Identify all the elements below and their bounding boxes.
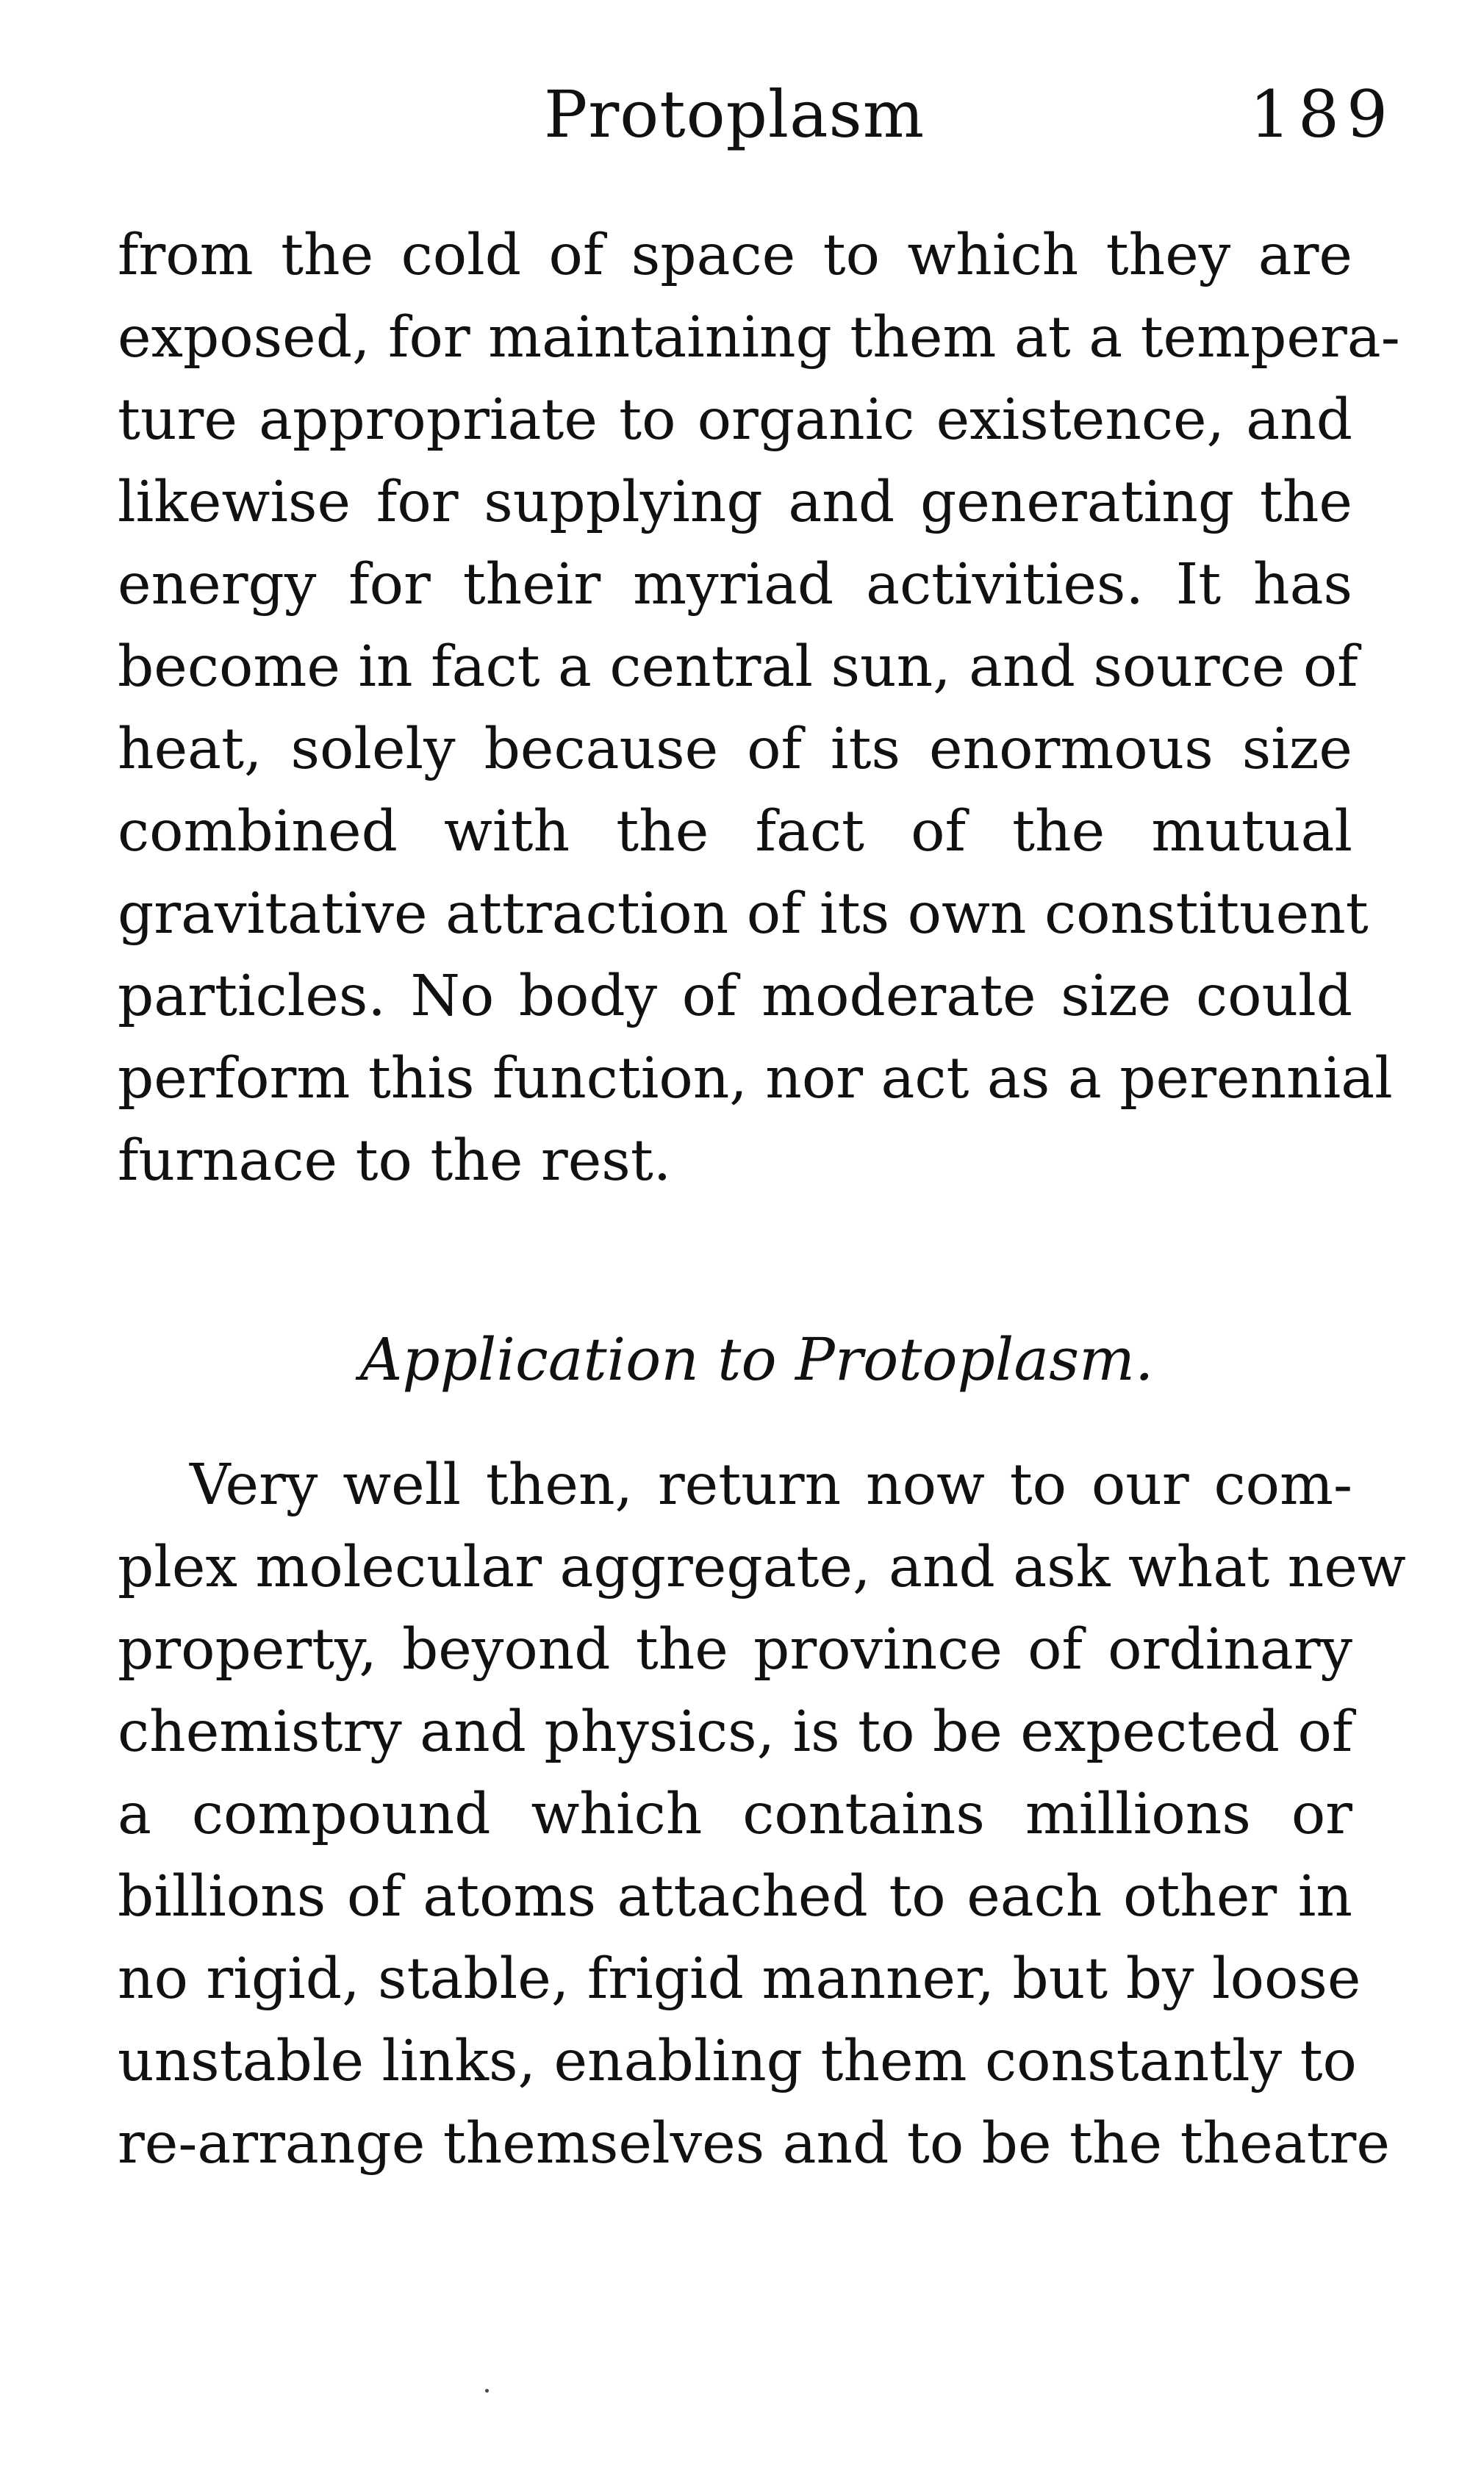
text-line: ture appropriate to organic existence, and: [118, 387, 1352, 453]
paragraph-application: [118, 1444, 1406, 2185]
text-line: a compound which contains millions or: [118, 1782, 1352, 1847]
text-line: billions of atoms attached to each other in: [118, 1864, 1352, 1930]
text-line: property, beyond the province of ordinary: [118, 1617, 1352, 1683]
paragraph-continued: [118, 215, 1400, 1203]
running-title: Protoplasm: [544, 76, 925, 152]
text-line: unstable links, enabling them constantly to: [118, 2029, 1357, 2094]
section-heading: Application to Protoplasm.: [359, 1325, 1154, 1394]
text-line: furnace to the rest.: [118, 1128, 672, 1194]
text-line: gravitative attraction of its own constituent: [118, 881, 1369, 947]
text-line: Very well then, return now to our com-: [190, 1452, 1352, 1518]
text-line: re-arrange themselves and to be the theatre: [118, 2111, 1390, 2177]
ink-speck: [485, 2389, 489, 2393]
running-head: [0, 71, 1484, 159]
text-line: perform this function, nor act as a perennial: [118, 1046, 1393, 1111]
text-line: become in fact a central sun, and source of: [118, 634, 1358, 700]
page-number: 189: [1250, 76, 1395, 152]
text-line: combined with the fact of the mutual: [118, 799, 1352, 864]
text-line: likewise for supplying and generating the: [118, 470, 1352, 535]
text-line: from the cold of space to which they are: [118, 223, 1352, 288]
text-line: exposed, for maintaining them at a tempera-: [118, 305, 1400, 370]
text-line: particles. No body of moderate size could: [118, 964, 1352, 1029]
text-line: heat, solely because of its enormous size: [118, 717, 1352, 782]
text-line: no rigid, stable, frigid manner, but by loose: [118, 1946, 1361, 2012]
text-line: chemistry and physics, is to be expected of: [118, 1699, 1353, 1765]
text-line: energy for their myriad activities. It has: [118, 552, 1352, 617]
text-line: plex molecular aggregate, and ask what new: [118, 1535, 1406, 1600]
